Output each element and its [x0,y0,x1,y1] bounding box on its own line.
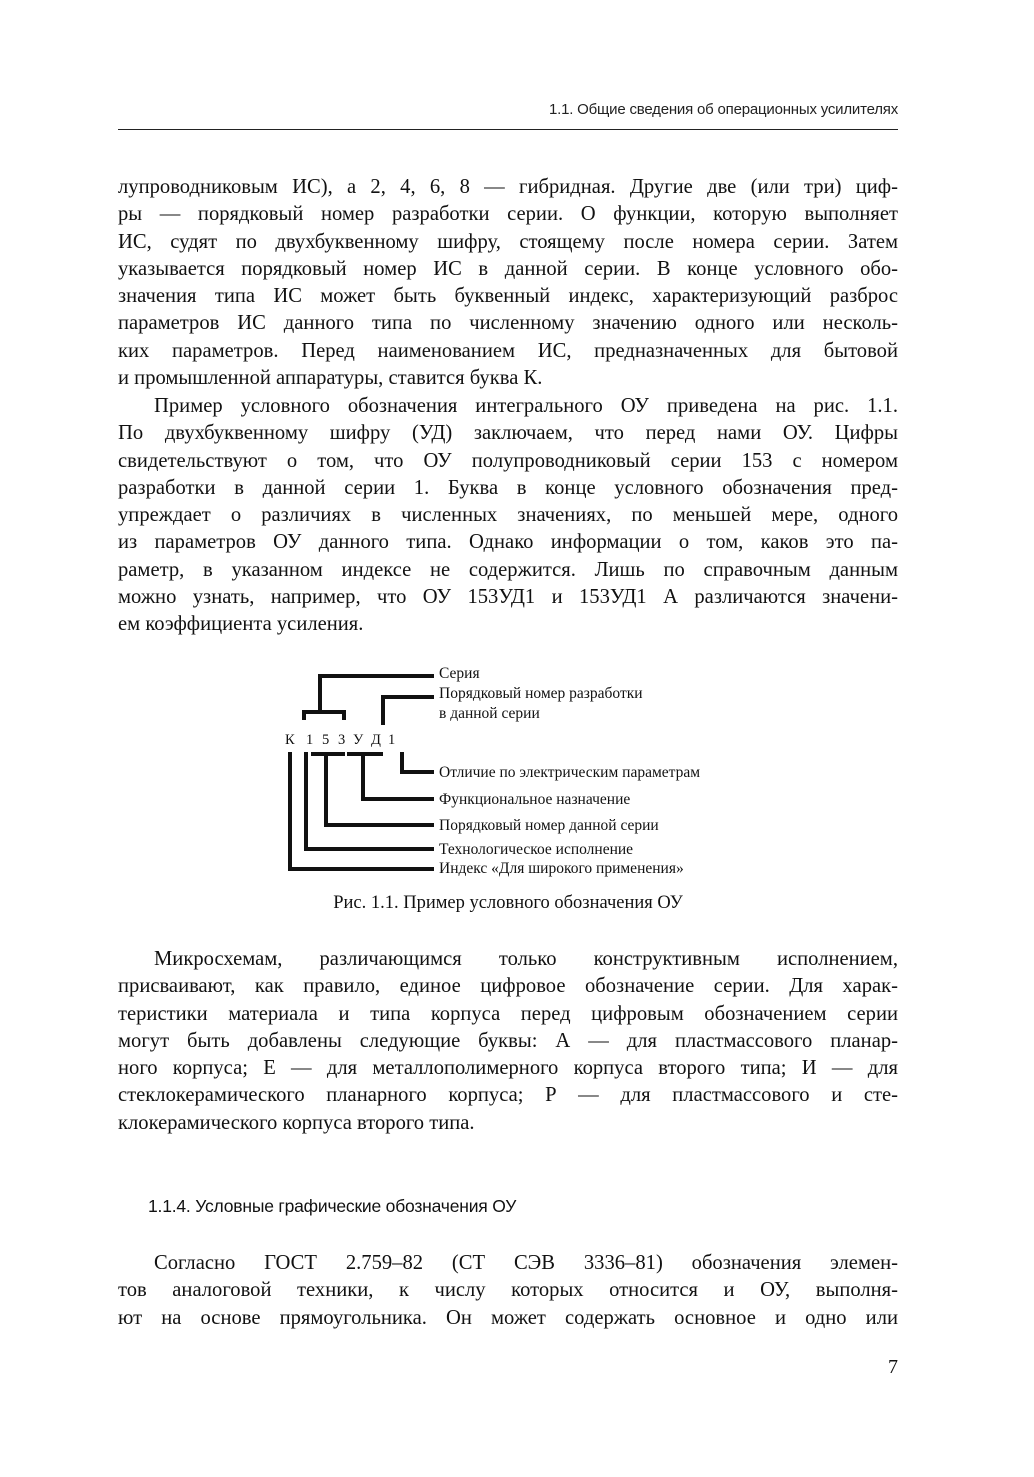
text-line: ры — порядковый номер разработки серии. О функции, которую выполняет [118,203,898,226]
text-line: ем коэффициента усиления. [118,613,364,636]
function-bracket [363,754,432,799]
text-line: По двухбуквенному шифру (УД) заключаем, что перед нами ОУ. Цифры [118,422,898,445]
text-line: Пример условного обозначения интегрального ОУ приведена на рис. 1.1. [154,395,898,417]
text-line: ют на основе прямоугольника. Он может содержать основное и одно или [118,1306,898,1329]
paragraph-3 [118,946,898,1137]
text-line: клокерамического корпуса второго типа. [118,1111,475,1134]
text-line: ного корпуса; Е — для металлополимерного корпуса второго типа; И — для [118,1057,898,1080]
label-function: Функциональное назначение [439,791,631,808]
electrical-bracket [402,754,432,772]
figure-caption: Рис. 1.1. Пример условного обозначения ОУ [333,893,683,913]
series-bracket [320,676,432,712]
code-char-u: У [353,732,364,748]
designation-diagram [280,664,760,880]
text-line: ИС, судят по двухбуквенному шифру, стоящему после номера серии. Затем [118,230,898,253]
paragraph-2 [118,393,898,639]
code-char-1-last: 1 [388,732,396,748]
text-line: Согласно ГОСТ 2.759–82 (СТ СЭВ 3336–81) обозначения элемен- [154,1252,898,1274]
label-index: Индекс «Для широкого применения» [439,860,684,877]
running-head: 1.1. Общие сведения об операционных усилителях [548,101,898,118]
code-char-d: Д [371,732,381,748]
label-seq-number: Порядковый номер данной серии [439,817,659,834]
text-line: лупроводниковым ИС), а 2, 4, 6, 8 — гибридная. Другие две (или три) циф- [118,176,898,198]
text-line: указывается порядковый номер ИС в данной серии. В конце условного обо- [118,257,898,280]
text-line: можно узнать, например, что ОУ 153УД1 и 153УД1 А различаются значени- [118,586,898,609]
text-line: значения типа ИС может быть буквенный индекс, характеризующий разброс [118,285,898,308]
text-line: и промышленной аппаратуры, ставится буква К. [118,367,543,390]
text-line: теристики материала и типа корпуса перед цифровым обозначением серии [118,1002,898,1025]
text-line: Микросхемам, различающимся только конструктивным исполнением, [154,948,898,970]
dev-number-bracket [383,697,432,723]
paragraph-4 [118,1250,898,1332]
paragraph-1 [118,174,898,392]
text-line: разработки в данной серии 1. Буква в конце условного обозначения пред- [118,476,898,499]
label-electrical: Отличие по электрическим параметрам [439,764,701,781]
code-char-3: 3 [338,732,346,748]
page-number: 7 [888,1356,898,1378]
text-line: тов аналоговой техники, к числу которых относится и ОУ, выполня- [118,1279,898,1302]
seq-bracket [326,754,432,825]
section-heading: 1.1.4. Условные графические обозначения ОУ [148,1196,517,1216]
text-line: из параметров ОУ данного типа. Однако информации о том, каков это па- [118,531,898,554]
text-line: присваивают, как правило, единое цифровое обозначение серии. Для харак- [118,975,898,998]
text-line: упреждает о различиях в численных значениях, по меньшей мере, одного [118,504,898,527]
text-line: раметр, в указанном индексе не содержится. Лишь по справочным данным [118,558,898,581]
text-line: стеклокерамического планарного корпуса; Р — для пластмассового и сте- [118,1084,898,1107]
code-char-k: К [285,732,295,748]
label-dev-number: Порядковый номер разработки [439,685,643,702]
label-series: Серия [439,665,480,682]
text-line: могут быть добавлены следующие буквы: А — для пластмассового планар- [118,1029,898,1052]
series-underbar [304,712,344,718]
text-line: свидетельствуют о том, что ОУ полупроводниковый серии 153 с номером [118,449,898,472]
code-char-1: 1 [306,732,314,748]
label-technology: Технологическое исполнение [439,841,634,858]
text-line: параметров ИС данного типа по численному значению одного или несколь- [118,312,898,335]
text-line: ких параметров. Перед наименованием ИС, предназначенных для бытовой [118,339,898,362]
header-rule [118,129,898,130]
code-char-5: 5 [322,732,330,748]
label-dev-number-cont: в данной серии [439,705,540,722]
